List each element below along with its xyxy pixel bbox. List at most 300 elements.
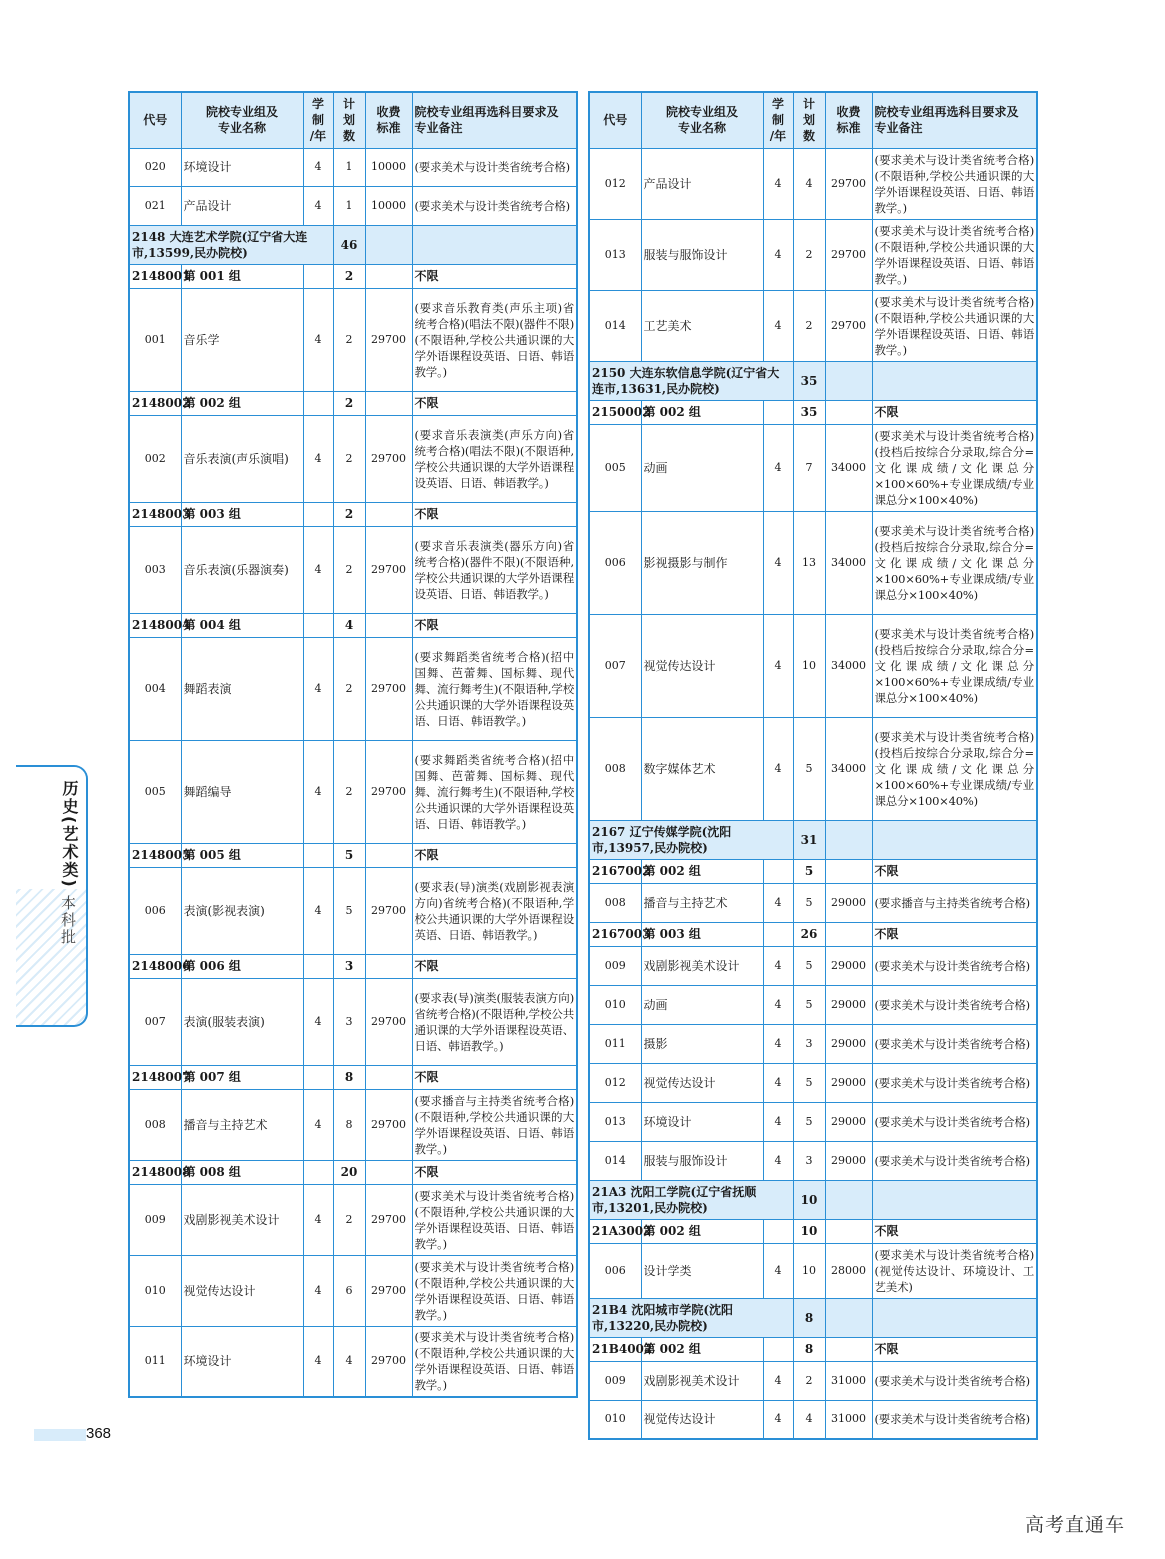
group-note-text: 不限 [874, 927, 899, 941]
header-fee-line: 标准 [836, 121, 861, 136]
major-code [589, 1400, 641, 1439]
group-plan-text: 3 [344, 959, 354, 973]
major-note-text: (要求美术与设计类省统考合格)(不限语种,学校公共通识课的大学外语课程设英语、日语、韩语教学。) [874, 152, 1034, 215]
header-note-line: 专业备注 [414, 121, 463, 136]
major-fee [825, 1063, 872, 1102]
major-fee-text: 29000 [831, 1075, 866, 1089]
major-name [181, 740, 303, 843]
major-code [589, 424, 641, 511]
major-years-text: 4 [774, 1263, 782, 1277]
major-fee [365, 1326, 412, 1397]
group-code-text: 2148007 [132, 1070, 191, 1084]
major-plan-text: 2 [345, 1212, 353, 1226]
major-plan [333, 1089, 365, 1160]
major-fee-text: 31000 [831, 1412, 866, 1426]
major-name-text: 设计学类 [643, 1263, 692, 1278]
major-row [589, 883, 1037, 922]
major-fee [825, 614, 872, 717]
group-plan-text: 35 [800, 405, 818, 419]
major-note-text: (要求美术与设计类省统考合格)(不限语种,学校公共通识课的大学外语课程设英语、日语、韩语教学。) [874, 223, 1034, 286]
major-name [181, 1255, 303, 1326]
major-fee [365, 526, 412, 613]
major-note [872, 1141, 1037, 1180]
group-note [872, 859, 1037, 883]
group-code-text: 2148005 [132, 848, 191, 862]
major-row [589, 614, 1037, 717]
major-row [129, 978, 577, 1065]
major-row [129, 1255, 577, 1326]
major-name [181, 288, 303, 391]
major-name-text: 产品设计 [643, 176, 692, 191]
major-fee [825, 424, 872, 511]
major-plan-text: 6 [345, 1283, 353, 1297]
group-plan-text: 8 [344, 1070, 354, 1084]
major-plan [333, 1326, 365, 1397]
major-fee [365, 148, 412, 186]
major-code-text: 010 [144, 1283, 166, 1297]
major-code-text: 005 [604, 460, 626, 474]
major-plan-text: 2 [345, 332, 353, 346]
major-plan [333, 186, 365, 225]
group-row [129, 391, 577, 415]
major-code [589, 148, 641, 219]
major-fee [825, 1400, 872, 1439]
group-note-text: 不限 [414, 618, 439, 632]
major-name-text: 舞蹈表演 [183, 681, 232, 696]
major-name [641, 1243, 763, 1298]
major-fee-text: 29700 [371, 1283, 406, 1297]
major-code-text: 009 [144, 1212, 166, 1226]
institution-note [872, 1180, 1037, 1219]
institution-row [129, 225, 577, 264]
major-name-text: 戏剧影视美术设计 [183, 1212, 280, 1227]
group-plan [793, 1337, 825, 1361]
major-note-text: (要求美术与设计类省统考合格) [874, 1412, 1030, 1427]
major-plan [793, 946, 825, 985]
major-name [181, 1326, 303, 1397]
institution-name-text: 21B4 沈阳城市学院(沈阳市,13220,民办院校) [592, 1302, 734, 1333]
header-name-line: 专业名称 [677, 121, 726, 136]
group-name [181, 264, 303, 288]
group-row [129, 1160, 577, 1184]
major-fee-text: 29700 [371, 1354, 406, 1368]
major-fee [365, 186, 412, 225]
major-years [763, 883, 793, 922]
group-fee [365, 613, 412, 637]
major-note [872, 883, 1037, 922]
major-note-text: (要求美术与设计类省统考合格) [874, 1373, 1030, 1388]
group-name-text: 第 002 组 [643, 405, 701, 419]
institution-name [589, 820, 793, 859]
major-name [641, 946, 763, 985]
major-fee-text: 29700 [371, 784, 406, 798]
major-row [129, 186, 577, 225]
major-note-text: (要求音乐教育类(声乐主项)省统考合格)(唱法不限)(器件不限)(不限语种,学校公共通识课的大学外语课程设英语、日语、韩语教学。) [414, 300, 574, 379]
group-row [129, 954, 577, 978]
group-row [129, 502, 577, 526]
major-note-text: (要求表(导)演类(戏剧影视表演方向)省统考合格)(不限语种,学校公共通识课的大学外语课程设英语、日语、韩语教学。) [414, 879, 574, 942]
major-years [303, 637, 333, 740]
institution-row [589, 361, 1037, 400]
major-name [181, 526, 303, 613]
major-name-text: 戏剧影视美术设计 [643, 1373, 740, 1388]
group-plan-text: 26 [800, 927, 818, 941]
major-code [129, 867, 181, 954]
major-plan-text: 2 [805, 318, 813, 332]
major-code-text: 012 [604, 1075, 626, 1089]
major-fee [825, 1243, 872, 1298]
major-note-text: (要求美术与设计类省统考合格)(不限语种,学校公共通识课的大学外语课程设英语、日语、韩语教学。) [414, 1188, 574, 1251]
major-row [129, 415, 577, 502]
institution-fee [825, 1298, 872, 1337]
major-code [129, 186, 181, 225]
major-name-text: 工艺美术 [643, 318, 692, 333]
group-row [129, 264, 577, 288]
major-code [589, 1024, 641, 1063]
major-fee-text: 10000 [371, 160, 406, 173]
major-code-text: 009 [604, 1373, 626, 1387]
major-fee-text: 29000 [831, 1114, 866, 1128]
major-plan-text: 5 [805, 1075, 813, 1089]
header-note-line: 院校专业组再选科目要求及 [414, 105, 559, 120]
major-note [872, 424, 1037, 511]
group-plan [333, 1065, 365, 1089]
institution-name-text: 2148 大连艺术学院(辽宁省大连市,13599,民办院校) [132, 229, 308, 260]
group-name [181, 954, 303, 978]
major-row [129, 740, 577, 843]
group-plan-text: 2 [344, 396, 354, 410]
major-note-text: (要求美术与设计类省统考合格) [874, 1036, 1030, 1051]
major-row [589, 219, 1037, 290]
major-note [412, 637, 577, 740]
major-note [872, 1063, 1037, 1102]
major-years-text: 4 [314, 562, 322, 576]
major-name-text: 数字媒体艺术 [643, 761, 716, 776]
institution-plan [793, 361, 825, 400]
major-code-text: 004 [144, 681, 166, 695]
major-row [129, 1089, 577, 1160]
major-years-text: 4 [774, 997, 782, 1011]
group-note [412, 502, 577, 526]
major-plan-text: 5 [805, 997, 813, 1011]
major-fee-text: 29700 [831, 247, 866, 261]
group-note-text: 不限 [874, 1224, 899, 1238]
major-name [181, 867, 303, 954]
major-plan [793, 1024, 825, 1063]
major-note-text: (要求表(导)演类(服装表演方向)省统考合格)(不限语种,学校公共通识课的大学外语课程设英语、日语、韩语教学。) [414, 990, 574, 1053]
major-name-text: 视觉传达设计 [183, 1283, 256, 1298]
institution-note [872, 361, 1037, 400]
group-row [589, 1219, 1037, 1243]
major-name-text: 服装与服饰设计 [643, 1153, 728, 1168]
institution-name [589, 361, 793, 400]
major-years [763, 1400, 793, 1439]
major-code-text: 014 [604, 318, 626, 332]
header-years-line: 制 [771, 113, 784, 128]
major-row [589, 1243, 1037, 1298]
major-code [589, 614, 641, 717]
major-row [129, 867, 577, 954]
major-years [763, 1361, 793, 1400]
major-fee-text: 29000 [831, 958, 866, 972]
group-row [589, 1337, 1037, 1361]
group-fee [365, 1160, 412, 1184]
header-plan-line: 划 [342, 113, 355, 128]
group-plan-text: 8 [804, 1342, 814, 1356]
major-plan-text: 3 [345, 1014, 353, 1028]
group-code [589, 1219, 652, 1243]
major-fee-text: 34000 [831, 761, 866, 775]
major-fee [365, 1184, 412, 1255]
major-name-text: 表演(服装表演) [183, 1014, 265, 1029]
group-name-text: 第 004 组 [183, 618, 241, 632]
major-row [589, 946, 1037, 985]
major-name-text: 视觉传达设计 [643, 1412, 716, 1427]
group-note [412, 1160, 577, 1184]
institution-fee [825, 820, 872, 859]
major-note [872, 717, 1037, 820]
group-code-text: 2167002 [592, 864, 651, 878]
table-header-row [129, 92, 577, 148]
major-code [129, 740, 181, 843]
group-years [303, 613, 333, 637]
major-plan-text: 5 [805, 895, 813, 909]
major-row [129, 148, 577, 186]
major-name [641, 1400, 763, 1439]
group-code [589, 1337, 653, 1361]
major-code-text: 007 [604, 658, 626, 672]
header-fee-line: 标准 [376, 121, 401, 136]
major-plan [793, 511, 825, 614]
major-code-text: 010 [604, 997, 626, 1011]
major-note [412, 288, 577, 391]
header-years-line: /年 [769, 129, 787, 144]
major-plan-text: 4 [345, 1354, 353, 1368]
major-code [129, 637, 181, 740]
header-note-line: 院校专业组再选科目要求及 [874, 105, 1019, 120]
major-years-text: 4 [774, 247, 782, 261]
group-plan [793, 400, 825, 424]
major-plan [793, 1243, 825, 1298]
institution-plan [793, 1298, 825, 1337]
major-note [872, 1024, 1037, 1063]
major-plan-text: 4 [805, 176, 813, 190]
group-plan-text: 4 [344, 618, 354, 632]
header-code-line: 代号 [603, 113, 628, 128]
header-years-line: /年 [309, 129, 327, 144]
major-plan-text: 1 [345, 160, 353, 173]
major-code [129, 148, 181, 186]
major-fee [825, 717, 872, 820]
major-years-text: 4 [774, 1373, 782, 1387]
major-plan [333, 637, 365, 740]
major-fee [825, 148, 872, 219]
major-code [129, 526, 181, 613]
group-plan-text: 5 [804, 864, 814, 878]
major-fee-text: 29000 [831, 895, 866, 909]
major-name-text: 产品设计 [183, 198, 232, 213]
major-years-text: 4 [774, 1153, 782, 1167]
major-note-text: (要求播音与主持类省统考合格)(不限语种,学校公共通识课的大学外语课程设英语、日语、韩语教学。) [414, 1093, 574, 1156]
group-row [129, 613, 577, 637]
major-code [589, 883, 641, 922]
major-years [763, 1024, 793, 1063]
header-name [641, 92, 763, 148]
major-code [129, 1255, 181, 1326]
group-note [412, 1065, 577, 1089]
group-note-text: 不限 [414, 959, 439, 973]
major-plan [793, 290, 825, 361]
group-code-text: 2148004 [132, 618, 191, 632]
institution-plan-text: 10 [800, 1192, 818, 1207]
group-name [641, 400, 763, 424]
group-note-text: 不限 [414, 396, 439, 410]
group-code-text: 2148008 [132, 1165, 191, 1179]
major-note [412, 526, 577, 613]
major-name [181, 978, 303, 1065]
major-note-text: (要求音乐表演类(声乐方向)省统考合格)(唱法不限)(不限语种,学校公共通识课的大学外语课程设英语、日语、韩语教学。) [414, 427, 574, 490]
institution-name [589, 1298, 793, 1337]
major-name [641, 1102, 763, 1141]
major-code [589, 511, 641, 614]
major-years [303, 1255, 333, 1326]
major-fee [825, 883, 872, 922]
header-plan [793, 92, 825, 148]
group-plan [333, 954, 365, 978]
major-row [589, 717, 1037, 820]
page-number: 368 [86, 1425, 112, 1442]
watermark: 高考直通车 [1025, 1514, 1126, 1536]
group-fee [365, 954, 412, 978]
major-code [589, 1141, 641, 1180]
major-note [412, 867, 577, 954]
major-plan [333, 526, 365, 613]
institution-plan-text: 35 [800, 373, 818, 388]
major-years [763, 1063, 793, 1102]
major-code-text: 002 [144, 451, 166, 465]
major-name [181, 148, 303, 186]
group-name-text: 第 003 组 [183, 507, 241, 521]
group-fee [825, 1337, 872, 1361]
major-note [872, 614, 1037, 717]
major-fee-text: 29700 [831, 176, 866, 190]
major-fee-text: 34000 [831, 658, 866, 672]
major-years-text: 4 [774, 658, 782, 672]
major-plan-text: 10 [802, 1263, 816, 1277]
major-plan [333, 148, 365, 186]
major-years [303, 148, 333, 186]
group-code [129, 391, 191, 415]
group-fee [825, 1219, 872, 1243]
major-code [129, 978, 181, 1065]
major-code-text: 008 [604, 895, 626, 909]
major-plan-text: 2 [345, 451, 353, 465]
major-plan [333, 1184, 365, 1255]
major-fee [365, 637, 412, 740]
major-note-text: (要求音乐表演类(器乐方向)省统考合格)(器件不限)(不限语种,学校公共通识课的大学外语课程设英语、日语、韩语教学。) [414, 538, 574, 601]
institution-row [589, 820, 1037, 859]
major-plan-text: 2 [345, 562, 353, 576]
group-fee [365, 502, 412, 526]
group-years [303, 1160, 333, 1184]
major-code-text: 008 [144, 1117, 166, 1131]
major-name [641, 219, 763, 290]
major-note [872, 946, 1037, 985]
major-years [303, 867, 333, 954]
major-plan [793, 985, 825, 1024]
major-note [412, 1326, 577, 1397]
major-name [181, 1184, 303, 1255]
group-fee [365, 391, 412, 415]
major-code-text: 008 [604, 761, 626, 775]
major-name-text: 音乐表演(声乐演唱) [183, 451, 289, 466]
group-plan [333, 843, 365, 867]
institution-plan-text: 31 [800, 832, 818, 847]
major-plan [333, 1255, 365, 1326]
header-note [412, 92, 577, 148]
major-name [641, 1361, 763, 1400]
group-code [129, 843, 191, 867]
major-years-text: 4 [774, 761, 782, 775]
group-row [129, 843, 577, 867]
institution-name-text: 21A3 沈阳工学院(辽宁省抚顺市,13201,民办院校) [592, 1184, 757, 1215]
major-years-text: 4 [774, 318, 782, 332]
major-code [589, 985, 641, 1024]
group-note-text: 不限 [414, 848, 439, 862]
major-note [412, 186, 577, 225]
major-plan-text: 3 [805, 1036, 813, 1050]
group-fee [365, 843, 412, 867]
major-name [641, 148, 763, 219]
major-note [872, 148, 1037, 219]
major-years [763, 1141, 793, 1180]
group-name-text: 第 003 组 [643, 927, 701, 941]
major-note-text: (要求美术与设计类省统考合格)(投档后按综合分录取,综合分=文化课成绩/文化课总分×100×60%+专业课成绩/专业课总分×100×40%) [874, 626, 1034, 705]
major-name-text: 环境设计 [643, 1114, 692, 1129]
major-code-text: 021 [144, 198, 166, 212]
group-note-text: 不限 [414, 269, 439, 283]
institution-fee [825, 361, 872, 400]
institution-fee [825, 1180, 872, 1219]
major-fee-text: 31000 [831, 1373, 866, 1387]
header-fee-line: 收费 [376, 105, 401, 120]
major-code-text: 013 [604, 1114, 626, 1128]
group-note-text: 不限 [874, 405, 899, 419]
major-years [303, 415, 333, 502]
group-name-text: 第 006 组 [183, 959, 241, 973]
major-name [641, 717, 763, 820]
major-row [129, 637, 577, 740]
major-years-text: 4 [314, 1014, 322, 1028]
header-fee [365, 92, 412, 148]
header-fee [825, 92, 872, 148]
major-code-text: 009 [604, 958, 626, 972]
group-code [589, 400, 651, 424]
major-note [412, 1184, 577, 1255]
group-code [129, 502, 191, 526]
institution-name-text: 2167 辽宁传媒学院(沈阳市,13957,民办院校) [592, 824, 732, 855]
institution-plan-text: 8 [804, 1310, 814, 1325]
group-note [872, 1337, 1037, 1361]
major-name-text: 摄影 [643, 1036, 668, 1051]
group-name [181, 1160, 303, 1184]
major-code [589, 1102, 641, 1141]
major-note-text: (要求播音与主持类省统考合格) [874, 895, 1030, 910]
admission-table-right [588, 91, 1038, 1440]
group-code [589, 922, 651, 946]
major-note [412, 1255, 577, 1326]
major-note [412, 415, 577, 502]
